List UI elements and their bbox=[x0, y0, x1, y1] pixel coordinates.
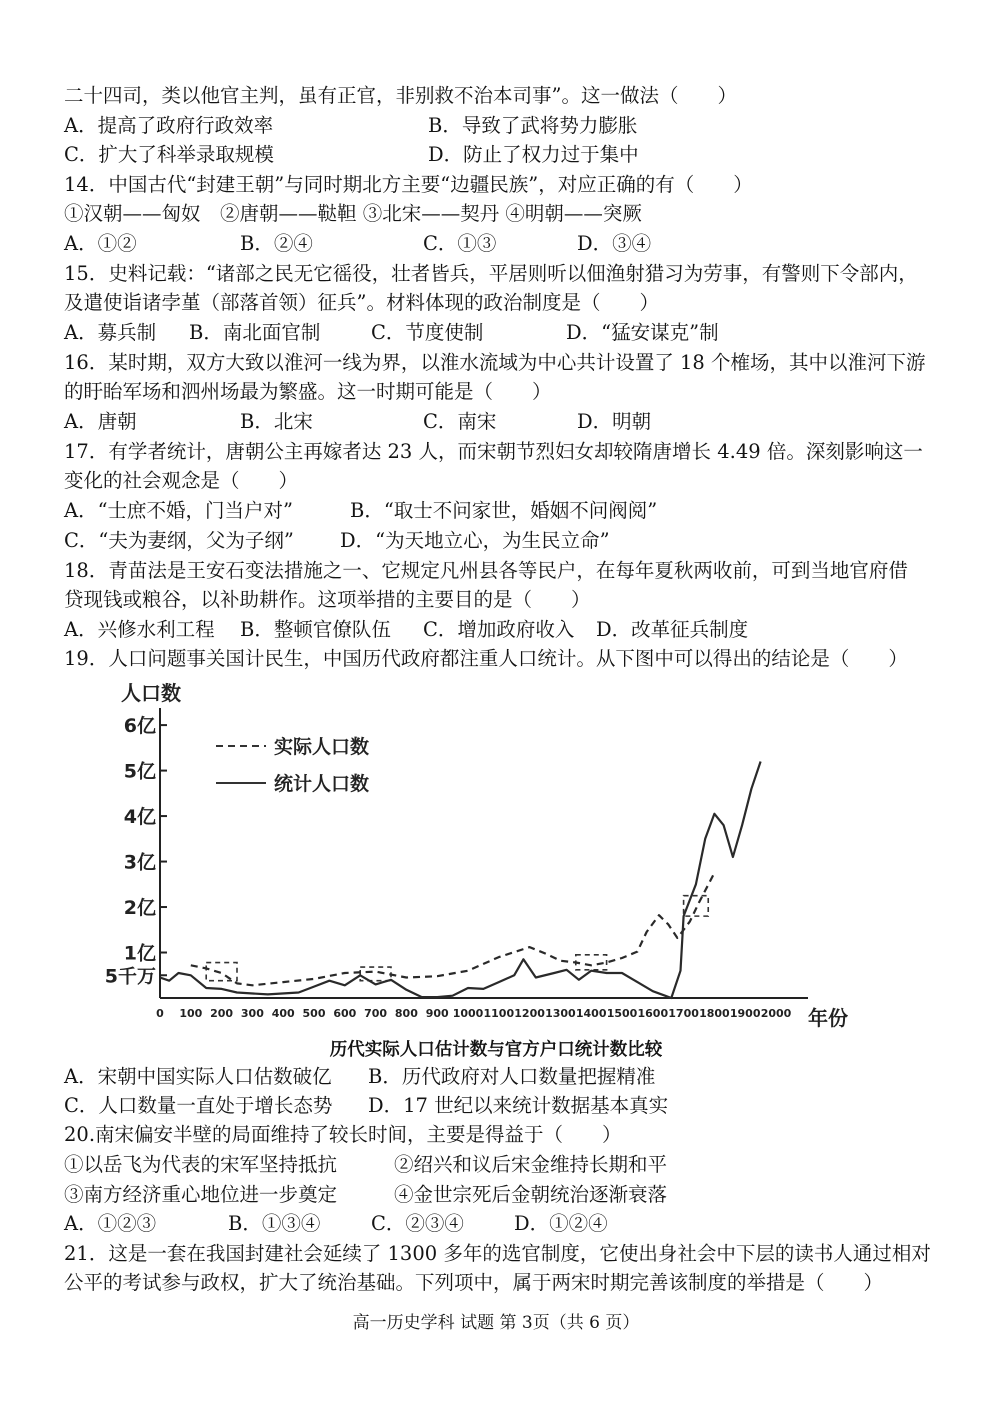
x-tick-label: 0 bbox=[156, 1007, 164, 1020]
y-axis-title: 人口数 bbox=[121, 681, 181, 705]
q15-option-b[interactable]: B．南北面官制 bbox=[189, 321, 321, 344]
y-tick-label: 1亿 bbox=[123, 942, 156, 965]
q18-option-c[interactable]: C．增加政府收入 bbox=[423, 618, 575, 641]
x-tick-label: 500 bbox=[302, 1007, 326, 1020]
q18-stem-line1: 18．青苗法是王安石变法措施之一、它规定凡州县各等民户，在每年夏秋两收前，可到当地官府借 bbox=[64, 559, 908, 582]
q18-option-d[interactable]: D．改革征兵制度 bbox=[596, 618, 749, 641]
y-tick-label: 3亿 bbox=[123, 851, 156, 874]
q20-option-c[interactable]: C．②③④ bbox=[371, 1212, 464, 1235]
q16-option-d[interactable]: D．明朝 bbox=[577, 410, 652, 433]
y-tick-label: 4亿 bbox=[123, 806, 156, 829]
q14-option-c[interactable]: C．①③ bbox=[423, 232, 497, 255]
q16-option-b[interactable]: B．北宋 bbox=[240, 410, 313, 433]
x-axis-title: 年份 bbox=[808, 1006, 848, 1030]
q16-stem-line1: 16．某时期，双方大致以淮河一线为界，以淮水流域为中心共计设置了 18 个榷场，其中以淮河下游 bbox=[64, 351, 926, 374]
official-population-line bbox=[160, 762, 761, 999]
actual-population-line bbox=[191, 873, 715, 985]
q17-stem-line2: 变化的社会观念是（ ） bbox=[64, 469, 299, 492]
q13-option-d[interactable]: D．防止了权力过于集中 bbox=[428, 143, 639, 166]
q14-option-b[interactable]: B．②④ bbox=[240, 232, 313, 255]
q14-option-d[interactable]: D．③④ bbox=[577, 232, 652, 255]
q14-option-a[interactable]: A．①② bbox=[64, 232, 137, 255]
q17-stem-line1: 17．有学者统计，唐朝公主再嫁者达 23 人，而宋朝节烈妇女却较隋唐增长 4.49 倍。深刻影响这一 bbox=[64, 440, 923, 463]
q20-item-4: ④金世宗死后金朝统治逐渐衰落 bbox=[394, 1183, 668, 1206]
q21-stem-line1: 21．这是一套在我国封建社会延续了 1300 多年的选官制度，它使出身社会中下层的读书人通过相对 bbox=[64, 1242, 931, 1265]
x-tick-label: 800 bbox=[394, 1007, 418, 1020]
q20-option-a[interactable]: A．①②③ bbox=[64, 1212, 157, 1235]
x-tick-label: 1900 bbox=[729, 1007, 761, 1020]
q17-option-a[interactable]: A．“士庶不婚，门当户对” bbox=[64, 499, 294, 522]
q20-stem: 20.南宋偏安半壁的局面维持了较长时间，主要是得益于（ ） bbox=[64, 1123, 622, 1146]
q18-stem-line2: 贷现钱或粮谷，以补助耕作。这项举措的主要目的是（ ） bbox=[64, 588, 591, 611]
page-footer: 高一历史学科 试题 第 3页（共 6 页） bbox=[352, 1313, 640, 1333]
x-tick-label: 1000 bbox=[452, 1007, 484, 1020]
q18-option-a[interactable]: A．兴修水利工程 bbox=[64, 618, 215, 641]
q19-option-c[interactable]: C．人口数量一直处于增长态势 bbox=[64, 1094, 333, 1117]
q17-option-b[interactable]: B．“取士不问家世，婚姻不问阀阅” bbox=[350, 499, 658, 522]
q14-stem: 14．中国古代“封建王朝”与同时期北方主要“边疆民族”，对应正确的有（ ） bbox=[64, 173, 753, 196]
q19-option-a[interactable]: A．宋朝中国实际人口估数破亿 bbox=[64, 1065, 332, 1088]
q19-option-d[interactable]: D．17 世纪以来统计数据基本真实 bbox=[368, 1094, 669, 1117]
x-tick-label: 200 bbox=[210, 1007, 234, 1020]
x-tick-label: 1100 bbox=[483, 1007, 515, 1020]
legend-label-actual: 实际人口数 bbox=[274, 736, 370, 758]
x-tick-label: 1200 bbox=[514, 1007, 545, 1020]
q15-option-d[interactable]: D．“猛安谋克”制 bbox=[566, 321, 719, 344]
population-chart bbox=[96, 676, 906, 1034]
q19-option-b[interactable]: B．历代政府对人口数量把握精准 bbox=[368, 1065, 656, 1088]
q13-option-a[interactable]: A．提高了政府行政效率 bbox=[64, 114, 274, 137]
q17-option-c[interactable]: C．“夫为妻纲，父为子纲” bbox=[64, 529, 294, 552]
q15-stem-line2: 及遣使诣诸孛堇（部落首领）征兵”。材料体现的政治制度是（ ） bbox=[64, 291, 659, 314]
q20-item-3: ③南方经济重心地位进一步奠定 bbox=[64, 1183, 338, 1206]
q18-option-b[interactable]: B．整顿官僚队伍 bbox=[240, 618, 391, 641]
q19-stem: 19．人口问题事关国计民生，中国历代政府都注重人口统计。从下图中可以得出的结论是（ ） bbox=[64, 647, 908, 670]
q15-stem-line1: 15．史料记载：“诸部之民无它徭役，壮者皆兵，平居则听以佃渔射猎习为劳事，有警则下令部内， bbox=[64, 262, 918, 285]
q21-stem-line2: 公平的考试参与政权，扩大了统治基础。下列项中，属于两宋时期完善该制度的举措是（ ） bbox=[64, 1271, 884, 1294]
x-tick-label: 300 bbox=[240, 1007, 264, 1020]
x-tick-label: 1400 bbox=[575, 1007, 607, 1020]
legend-label-official: 统计人口数 bbox=[274, 773, 370, 795]
x-tick-label: 400 bbox=[271, 1007, 295, 1020]
y-tick-label: 2亿 bbox=[123, 897, 156, 920]
q15-option-c[interactable]: C．节度使制 bbox=[371, 321, 484, 344]
x-tick-label: 2000 bbox=[760, 1007, 792, 1020]
q20-item-1: ①以岳飞为代表的宋军坚持抵抗 bbox=[64, 1153, 338, 1176]
x-tick-label: 1800 bbox=[699, 1007, 730, 1020]
q14-items: ①汉朝——匈奴 ②唐朝——鞑靼 ③北宋——契丹 ④明朝——突厥 bbox=[64, 202, 642, 225]
chart-caption: 历代实际人口估计数与官方户口统计数比较 bbox=[329, 1040, 663, 1060]
q16-stem-line2: 的盱眙军场和泗州场最为繁盛。这一时期可能是（ ） bbox=[64, 380, 552, 403]
y-tick-label: 6亿 bbox=[123, 715, 156, 738]
x-tick-label: 1300 bbox=[545, 1007, 576, 1020]
x-tick-label: 1700 bbox=[668, 1007, 699, 1020]
x-tick-label: 900 bbox=[425, 1007, 449, 1020]
population-line-chart bbox=[96, 676, 906, 1034]
q16-option-c[interactable]: C．南宋 bbox=[423, 410, 497, 433]
q20-option-b[interactable]: B．①③④ bbox=[228, 1212, 321, 1235]
q20-option-d[interactable]: D．①②④ bbox=[514, 1212, 608, 1235]
q13-option-c[interactable]: C．扩大了科举录取规模 bbox=[64, 143, 274, 166]
x-tick-label: 700 bbox=[364, 1007, 388, 1020]
q13-stem-cont: 二十四司，类以他官主判，虽有正官，非别救不治本司事”。这一做法（ ） bbox=[64, 84, 737, 107]
x-tick-label: 1500 bbox=[606, 1007, 638, 1020]
y-tick-label: 5千万 bbox=[104, 965, 156, 988]
q13-option-b[interactable]: B．导致了武将势力膨胀 bbox=[428, 114, 638, 137]
x-tick-label: 1600 bbox=[637, 1007, 669, 1020]
x-tick-label: 600 bbox=[333, 1007, 357, 1020]
q15-option-a[interactable]: A．募兵制 bbox=[64, 321, 157, 344]
q20-item-2: ②绍兴和议后宋金维持长期和平 bbox=[394, 1153, 668, 1176]
q17-option-d[interactable]: D．“为天地立心，为生民立命” bbox=[340, 529, 610, 552]
dashed-highlight-box bbox=[206, 963, 237, 981]
x-tick-label: 100 bbox=[179, 1007, 203, 1020]
y-tick-label: 5亿 bbox=[123, 760, 156, 783]
q16-option-a[interactable]: A．唐朝 bbox=[64, 410, 137, 433]
